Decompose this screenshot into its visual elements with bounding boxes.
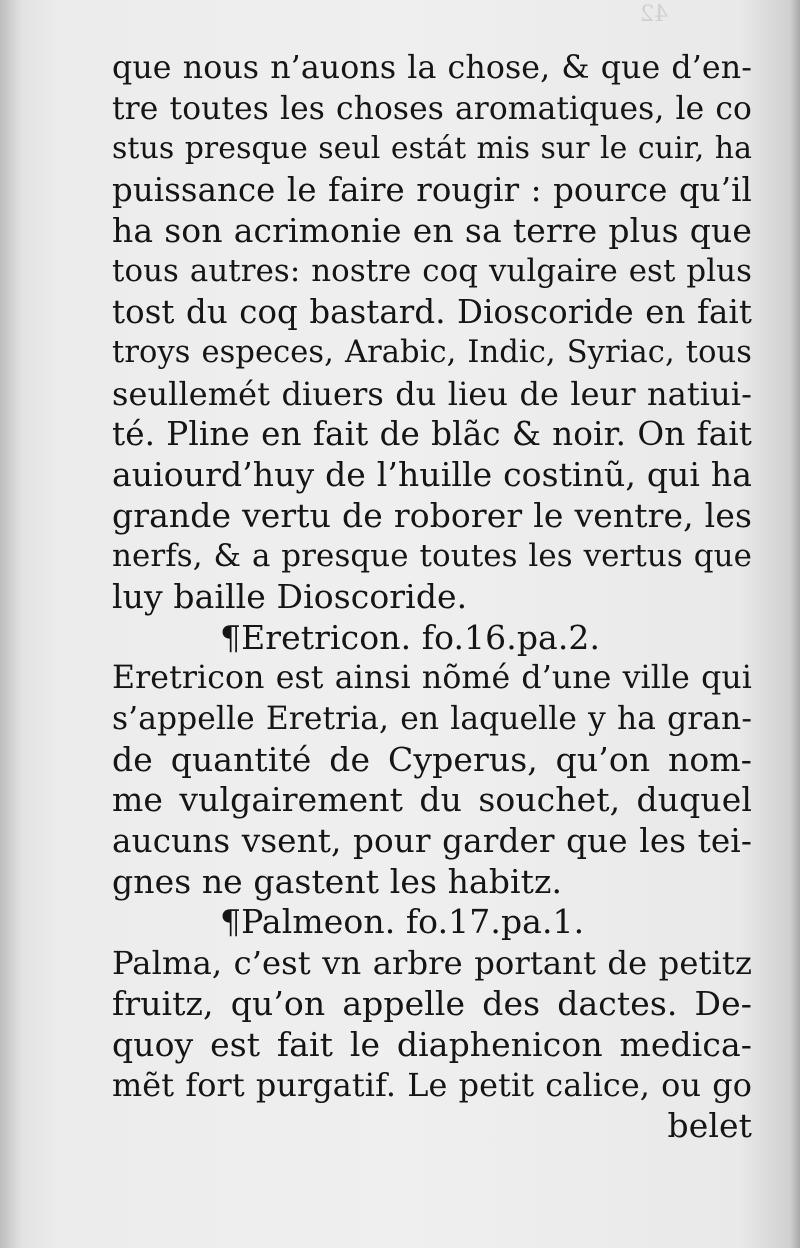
text-line: té. Pline en fait de blãc & noir. On fait xyxy=(112,415,752,454)
text-line: stus presque seul estát mis sur le cuir, ha xyxy=(112,131,752,167)
text-line: auiourd’huy de l’huille costinũ, qui ha xyxy=(112,454,752,494)
text-line: ha son acrimonie en sa terre plus que xyxy=(112,210,752,250)
text-line: tre toutes les choses aromatiques, le co xyxy=(112,90,752,127)
show-through-mark: 42 xyxy=(640,2,668,27)
text-line: quoy est fait le diaphenicon medica- xyxy=(112,1024,752,1064)
text-line: tost du coq bastard. Dioscoride en fait xyxy=(112,293,752,332)
text-line: Eretricon est ainsi nõmé d’une ville qui xyxy=(112,660,752,697)
section-heading: ¶Eretricon. fo.16.pa.2. xyxy=(220,617,601,657)
text-line: s’appelle Eretria, en laquelle y ha gran- xyxy=(112,701,752,737)
section-heading: ¶Palmeon. fo.17.pa.1. xyxy=(220,902,585,942)
text-line: nerfs, & a presque toutes les vertus que xyxy=(112,538,752,575)
text-line: de quantité de Cyperus, qu’on nom- xyxy=(112,739,752,779)
text-line: tous autres: nostre coq vulgaire est plus xyxy=(112,253,752,290)
text-line: puissance le faire rougir : pource qu’il xyxy=(112,171,752,210)
catchword: belet xyxy=(667,1105,752,1145)
text-line: me vulgairement du souchet, duquel xyxy=(112,780,752,820)
text-line: que nous n’auons la chose, & que d’en- xyxy=(112,50,752,86)
text-line: luy baille Dioscoride. xyxy=(112,576,468,616)
text-line: Palma, c’est vn arbre portant de petitz xyxy=(112,944,752,983)
text-line: aucuns vsent, pour garder que les tei- xyxy=(112,822,752,861)
text-line: grande vertu de roborer le ventre, les xyxy=(112,495,752,535)
text-line: mẽt fort purgatif. Le petit calice, ou go xyxy=(112,1066,752,1105)
text-line: gnes ne gastent les habitz. xyxy=(112,861,563,901)
text-line: fruitz, qu’on appelle des dactes. De- xyxy=(112,983,752,1023)
text-line: seullemét diuers du lieu de leur natiui- xyxy=(112,374,752,413)
text-line: troys especes, Arabic, Indic, Syriac, tous xyxy=(112,334,752,370)
page-text xyxy=(112,48,752,1147)
